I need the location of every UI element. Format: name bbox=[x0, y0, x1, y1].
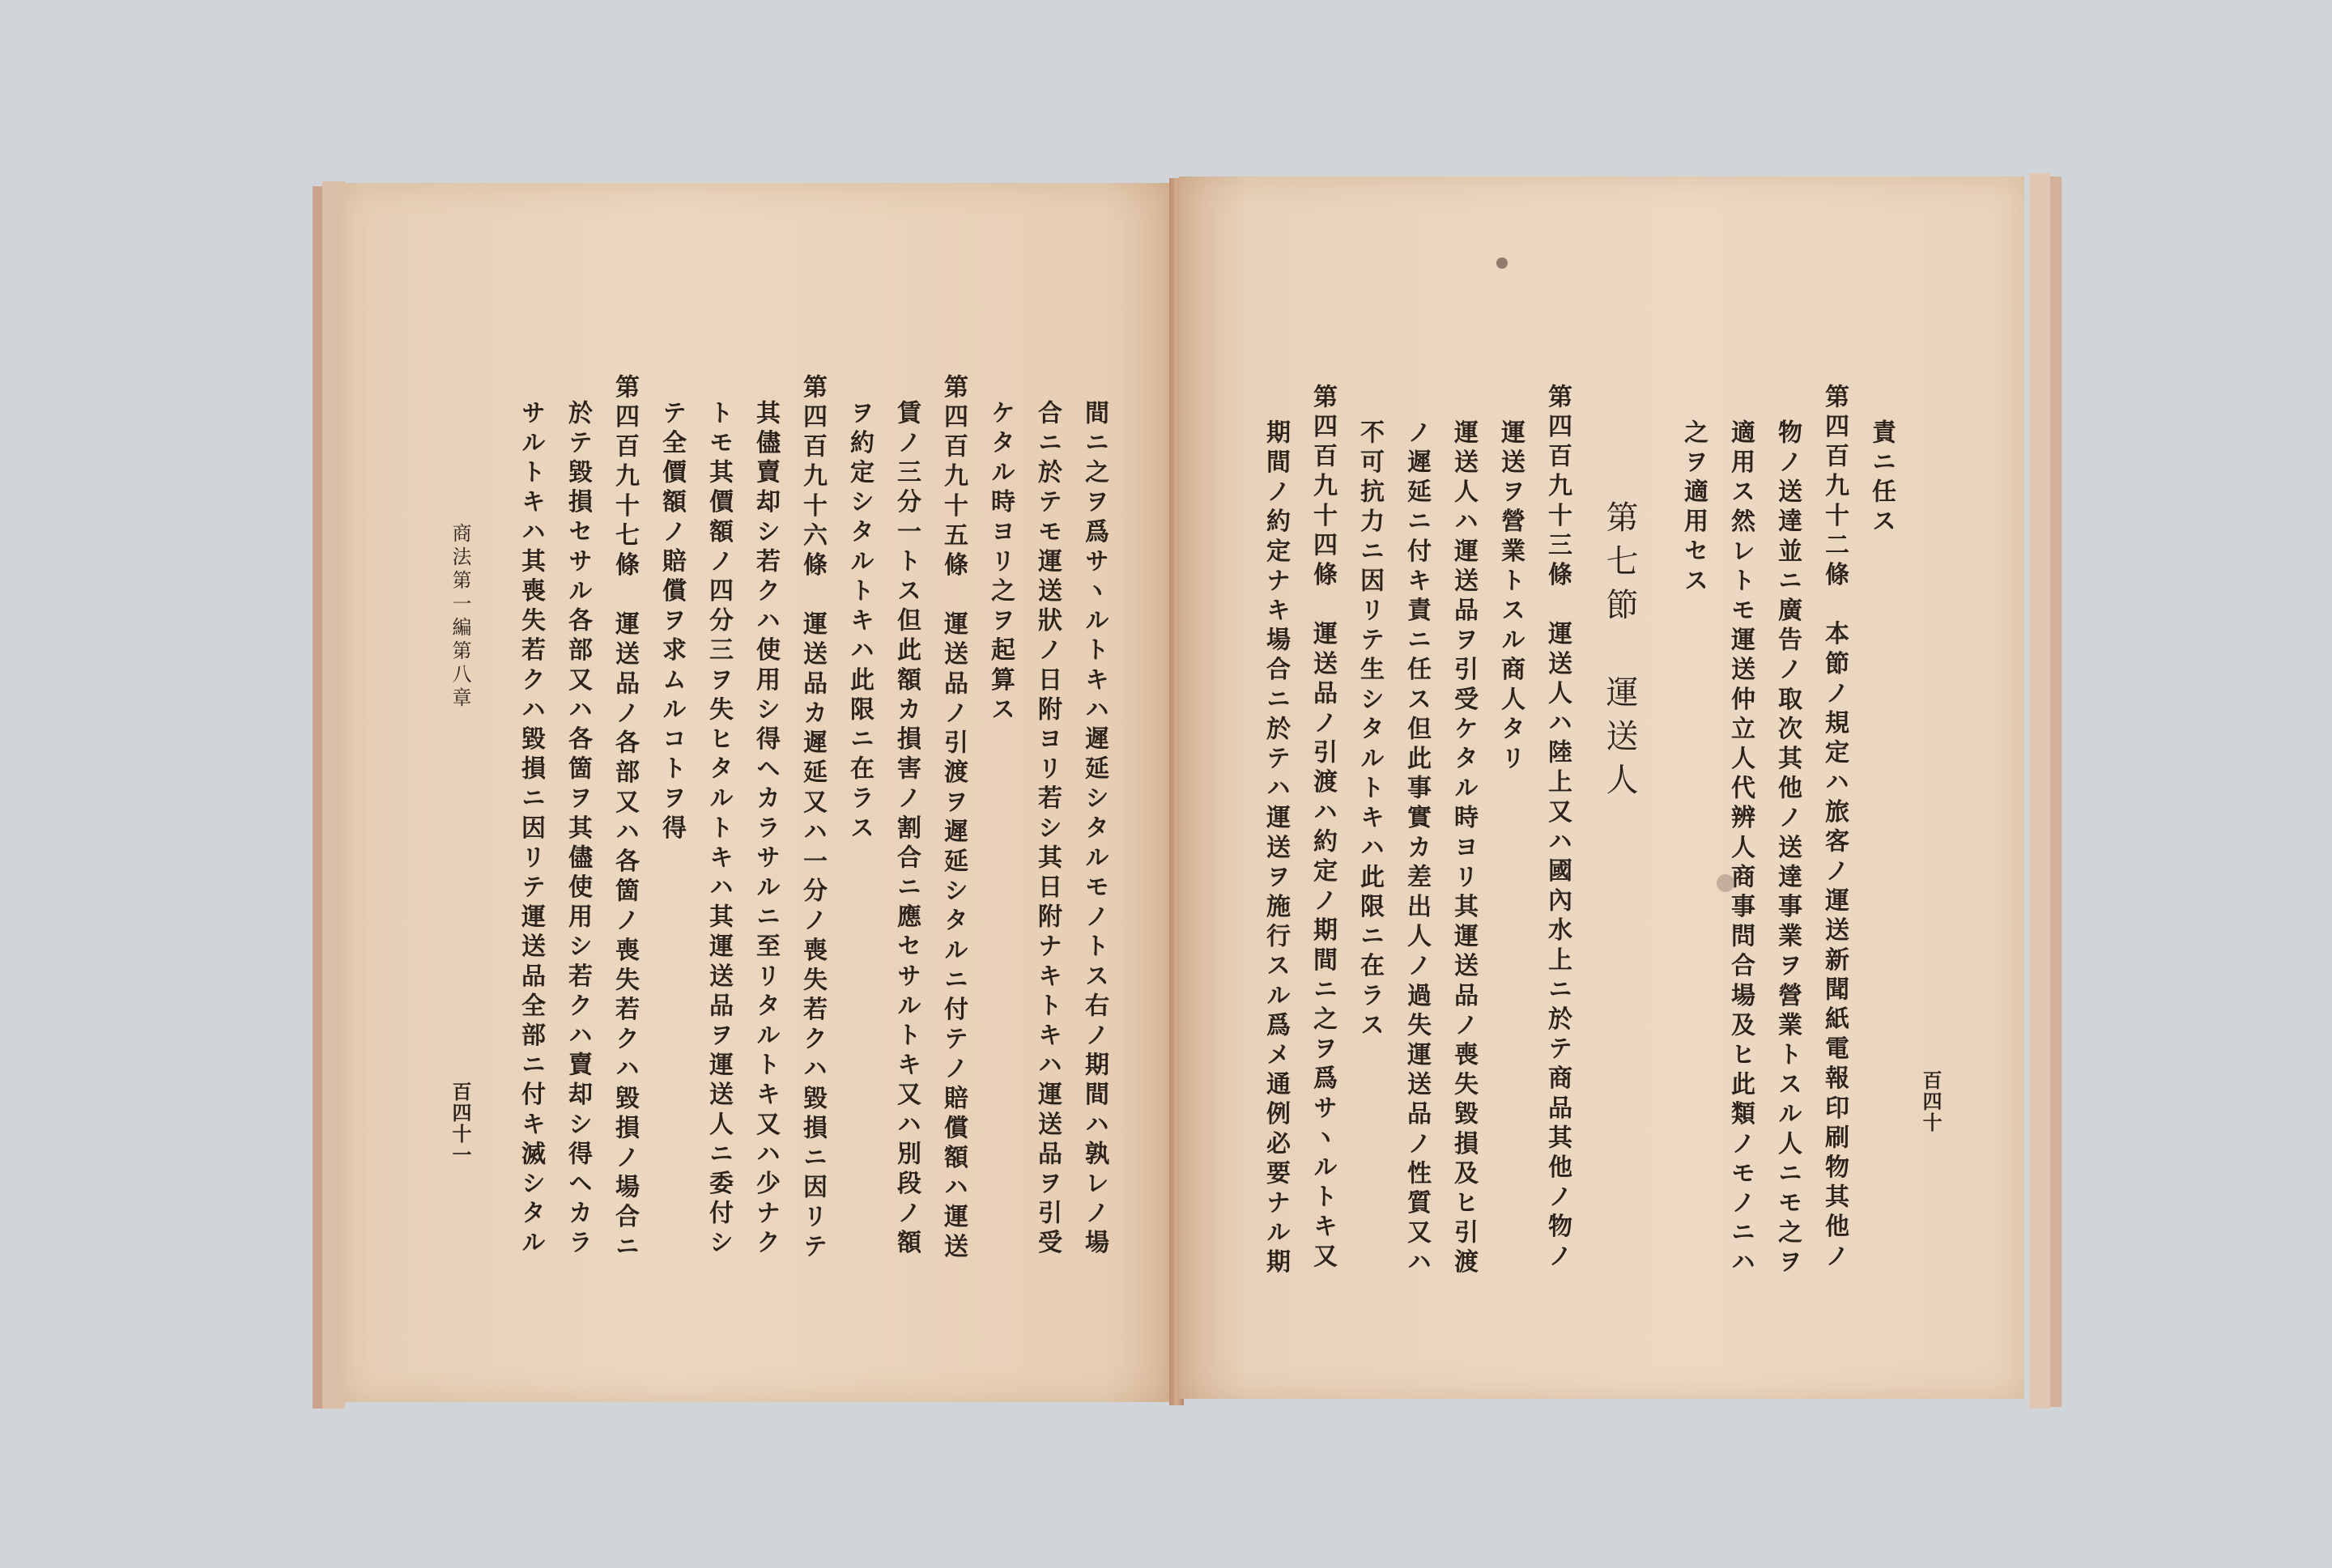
right-page-number: 百四十 bbox=[1919, 1070, 1943, 1133]
left-col-9: トモ其價額ノ四分三ヲ失ヒタルトキハ其運送品ヲ運送人ニ委付シ bbox=[704, 400, 733, 1260]
right-col-11: 不可抗力ニ因リテ生シタルトキハ此限ニ在ラス bbox=[1355, 419, 1384, 1042]
right-col-7: 第四百九十三條 運送人ハ陸上又ハ國內水上ニ於テ商品其他ノ物ノ bbox=[1543, 384, 1572, 1273]
right-col-13: 期間ノ約定ナキ場合ニ於テハ運送ヲ施行スル爲メ通例必要ナル期 bbox=[1262, 419, 1290, 1279]
left-page-footer: 商法第一編第八章 bbox=[449, 523, 471, 711]
left-col-13: サルトキハ其喪失若クハ毀損ニ因リテ運送品全部ニ付キ滅シタル bbox=[517, 400, 545, 1260]
left-col-8: 其儘賣却シ若クハ使用シ得ヘカラサルニ至リタルトキ又ハ少ナク bbox=[751, 400, 780, 1260]
ink-spot bbox=[1496, 257, 1508, 269]
open-book bbox=[313, 168, 2062, 1415]
left-col-4: 第四百九十五條 運送品ノ引渡ヲ遲延シタルニ付テノ賠償額ハ運送 bbox=[939, 374, 968, 1263]
ink-spot bbox=[1717, 874, 1734, 892]
left-col-10: テ全價額ノ賠償ヲ求ムルコトヲ得 bbox=[657, 400, 686, 844]
right-col-12: 第四百九十四條 運送品ノ引渡ハ約定ノ期間ニ之ヲ爲サヽルトキ又 bbox=[1309, 384, 1337, 1273]
right-col-3: 物ノ送達並ニ廣告ノ取次其他ノ送達事業ヲ營業トスル人ニモ之ヲ bbox=[1773, 419, 1802, 1279]
left-col-7: 第四百九十六條 運送品カ遲延又ハ一分ノ喪失若クハ毀損ニ因リテ bbox=[798, 374, 827, 1263]
left-col-12: 於テ毀損セサル各部又ハ各箇ヲ其儘使用シ若クハ賣却シ得ヘカラ bbox=[564, 400, 592, 1260]
section-heading: 第七節 運送人 bbox=[1601, 500, 1638, 806]
right-page-edges-inner bbox=[2029, 173, 2050, 1409]
left-col-11: 第四百九十七條 運送品ノ各部又ハ各箇ノ喪失若クハ毀損ノ場合ニ bbox=[611, 374, 639, 1263]
left-page bbox=[342, 183, 1172, 1402]
left-col-1: 間ニ之ヲ爲サヽルトキハ遲延シタルモノトス右ノ期間ハ孰レノ場 bbox=[1080, 400, 1109, 1260]
right-col-1: 責ニ任ス bbox=[1867, 419, 1896, 538]
left-col-6: ヲ約定シタルトキハ此限ニ在ラス bbox=[845, 400, 874, 844]
left-col-3: ケタル時ヨリ之ヲ起算ス bbox=[986, 400, 1015, 726]
right-col-4: 適用ス然レトモ運送仲立人代辨人商事問合場及ヒ此類ノモノニハ bbox=[1726, 419, 1755, 1279]
right-col-9: 運送人ハ運送品ヲ引受ケタル時ヨリ其運送品ノ喪失毀損及ヒ引渡 bbox=[1449, 419, 1478, 1279]
right-col-2: 第四百九十二條 本節ノ規定ハ旅客ノ運送新聞紙電報印刷物其他ノ bbox=[1820, 384, 1849, 1273]
right-col-5: 之ヲ適用セス bbox=[1679, 419, 1708, 597]
right-page bbox=[1179, 176, 2024, 1399]
left-col-5: 賃ノ三分一トス但此額カ損害ノ割合ニ應セサルトキ又ハ別段ノ額 bbox=[892, 400, 921, 1260]
left-page-number: 百四十一 bbox=[449, 1081, 472, 1166]
right-col-8: 運送ヲ營業トスル商人タリ bbox=[1496, 419, 1525, 776]
right-col-10: ノ遲延ニ付キ責ニ任ス但此事實カ差出人ノ過失運送品ノ性質又ハ bbox=[1402, 419, 1431, 1279]
left-col-2: 合ニ於テモ運送狀ノ日附ヨリ若シ其日附ナキトキハ運送品ヲ引受 bbox=[1033, 400, 1062, 1260]
